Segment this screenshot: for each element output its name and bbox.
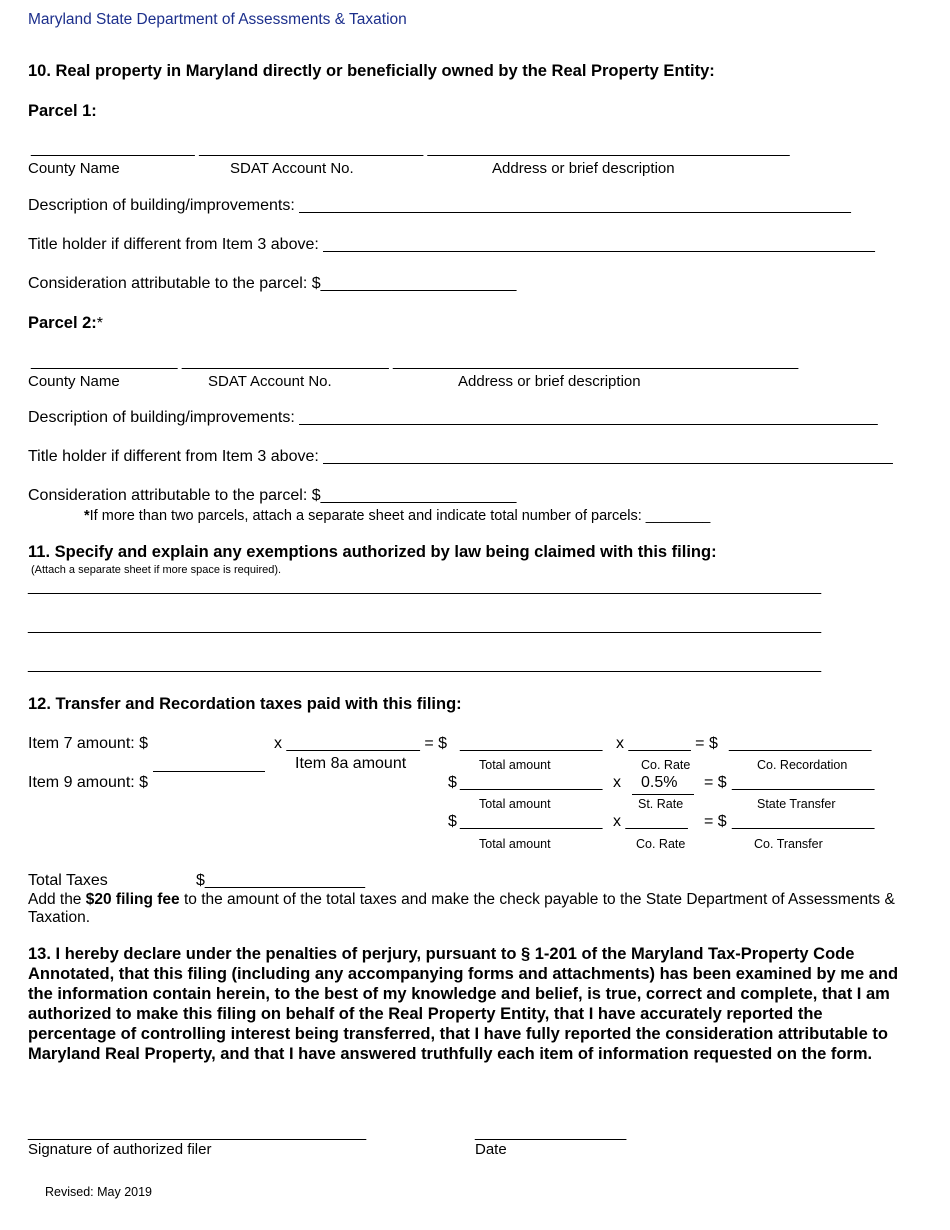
co-recordation-label: Co. Recordation <box>757 758 848 772</box>
parcel-2-title-star: * <box>96 315 104 332</box>
co-recordation-total-field[interactable]: ________________ <box>460 735 603 752</box>
co-recordation-result-field[interactable]: ________________ <box>729 735 872 752</box>
parcel-2-county-label: County Name <box>28 373 120 390</box>
state-transfer-multiply: x <box>613 774 621 791</box>
item-9-amount-underline[interactable] <box>153 771 265 772</box>
state-rate-value: 0.5% <box>641 774 678 791</box>
parcel-2-description-field[interactable]: Description of building/improvements: _________________________________________________________________ <box>28 409 878 426</box>
date-line[interactable]: _________________ <box>475 1124 627 1141</box>
co-rate-label-3: Co. Rate <box>636 837 686 851</box>
exemption-line-3[interactable]: ____________________________________________________________________________________________ <box>28 656 822 673</box>
parcel-1-blank-row[interactable]: ___________________ __________________________ __________________________________________ <box>31 140 790 157</box>
signature-label: Signature of authorized filer <box>28 1141 212 1158</box>
parcel-2-consideration-field[interactable]: Consideration attributable to the parcel: $______________________ <box>28 487 517 504</box>
parcel-2-sdat-label: SDAT Account No. <box>208 373 332 390</box>
revised-date: Revised: May 2019 <box>45 1185 153 1199</box>
co-transfer-result-field[interactable]: ________________ <box>732 813 875 830</box>
parcel-2-title-text: Parcel 2: <box>28 314 97 332</box>
parcel-1-title: Parcel 1: <box>28 102 97 120</box>
parcel-1-consideration-field[interactable]: Consideration attributable to the parcel: $______________________ <box>28 275 517 292</box>
state-transfer-dollar: $ <box>448 774 457 791</box>
state-transfer-equals: = $ <box>704 774 727 791</box>
signature-line[interactable]: ______________________________________ <box>28 1124 367 1141</box>
total-amount-label-3: Total amount <box>479 837 551 851</box>
parcel-1-county-label: County Name <box>28 160 120 177</box>
state-rate-underline <box>632 794 694 795</box>
co-transfer-dollar: $ <box>448 813 457 830</box>
item-7-label: Item 7 amount: $ <box>28 735 149 752</box>
exemption-line-1[interactable]: ____________________________________________________________________________________________ <box>28 578 822 595</box>
agency-header: Maryland State Department of Assessments & Taxation <box>28 11 407 28</box>
parcel-1-description-field[interactable]: Description of building/improvements: ______________________________________________________________ <box>28 197 851 214</box>
co-rate-label-1: Co. Rate <box>641 758 691 772</box>
state-transfer-total-field[interactable]: ________________ <box>460 774 603 791</box>
section-13-declaration: 13. I hereby declare under the penalties of perjury, pursuant to § 1-201 of the Maryland Tax-Property Code Annotated, that this filing (including any accompanying forms and attachments) has been examined by me and the information contain herein, to the best of my knowledge and belief, is true, correct and complete, that I am authorized to make this filing on behalf of the Real Property Entity, that I have accurately reported the percentage of controlling interest being transferred, that I have fully reported the consideration attributable to Maryland Real Property, and that I have answered truthfully each item of information requested on the form. <box>28 945 899 1063</box>
item-7-multiplier-field[interactable]: x _______________ = $ <box>274 735 448 752</box>
st-rate-label: St. Rate <box>638 797 684 811</box>
co-transfer-rate-field[interactable]: x _______ <box>613 813 688 830</box>
co-transfer-equals: = $ <box>704 813 727 830</box>
total-taxes-field[interactable]: $__________________ <box>196 872 366 889</box>
total-taxes-label: Total Taxes <box>28 872 108 889</box>
parcel-2-title-holder-field[interactable]: Title holder if different from Item 3 above: ________________________________________________________________ <box>28 448 893 465</box>
state-transfer-label: State Transfer <box>757 797 836 811</box>
filing-fee-pre: Add the <box>28 891 86 908</box>
parcel-1-address-label: Address or brief description <box>492 160 675 177</box>
parcel-2-blank-row[interactable]: _________________ ________________________ _______________________________________________ <box>31 353 799 370</box>
co-transfer-total-field[interactable]: ________________ <box>460 813 603 830</box>
date-label: Date <box>475 1141 507 1158</box>
parcel-2-title <box>28 314 103 333</box>
parcel-2-address-label: Address or brief description <box>458 373 641 390</box>
parcel-count-note-text[interactable]: If more than two parcels, attach a separate sheet and indicate total number of parcels: ________ <box>89 508 711 524</box>
section-11-heading: 11. Specify and explain any exemptions authorized by law being claimed with this filing: <box>28 543 717 561</box>
co-transfer-label: Co. Transfer <box>754 837 823 851</box>
filing-fee-note <box>28 891 908 927</box>
section-11-note: (Attach a separate sheet if more space is required). <box>31 564 282 576</box>
section-10-heading: 10. Real property in Maryland directly or beneficially owned by the Real Property Entity: <box>28 62 715 80</box>
total-amount-label-2: Total amount <box>479 797 551 811</box>
item-8a-label: Item 8a amount <box>295 755 407 772</box>
section-12-heading: 12. Transfer and Recordation taxes paid with this filing: <box>28 695 462 713</box>
state-transfer-result-field[interactable]: ________________ <box>732 774 875 791</box>
parcel-1-sdat-label: SDAT Account No. <box>230 160 354 177</box>
exemption-line-2[interactable]: ____________________________________________________________________________________________ <box>28 617 822 634</box>
parcel-1-title-holder-field[interactable]: Title holder if different from Item 3 above: ______________________________________________________________ <box>28 236 875 253</box>
filing-fee-post: to the amount of the total taxes and make the check payable to the State Department of Assessments & Taxation. <box>28 891 895 926</box>
co-recordation-rate-field[interactable]: x _______ = $ <box>616 735 718 752</box>
item-9-label: Item 9 amount: $ <box>28 774 149 791</box>
parcel-count-note <box>84 508 710 524</box>
total-amount-label-1: Total amount <box>479 758 551 772</box>
parcel-count-note-star: * <box>84 508 90 524</box>
filing-fee-amount: $20 filing fee <box>85 891 180 908</box>
